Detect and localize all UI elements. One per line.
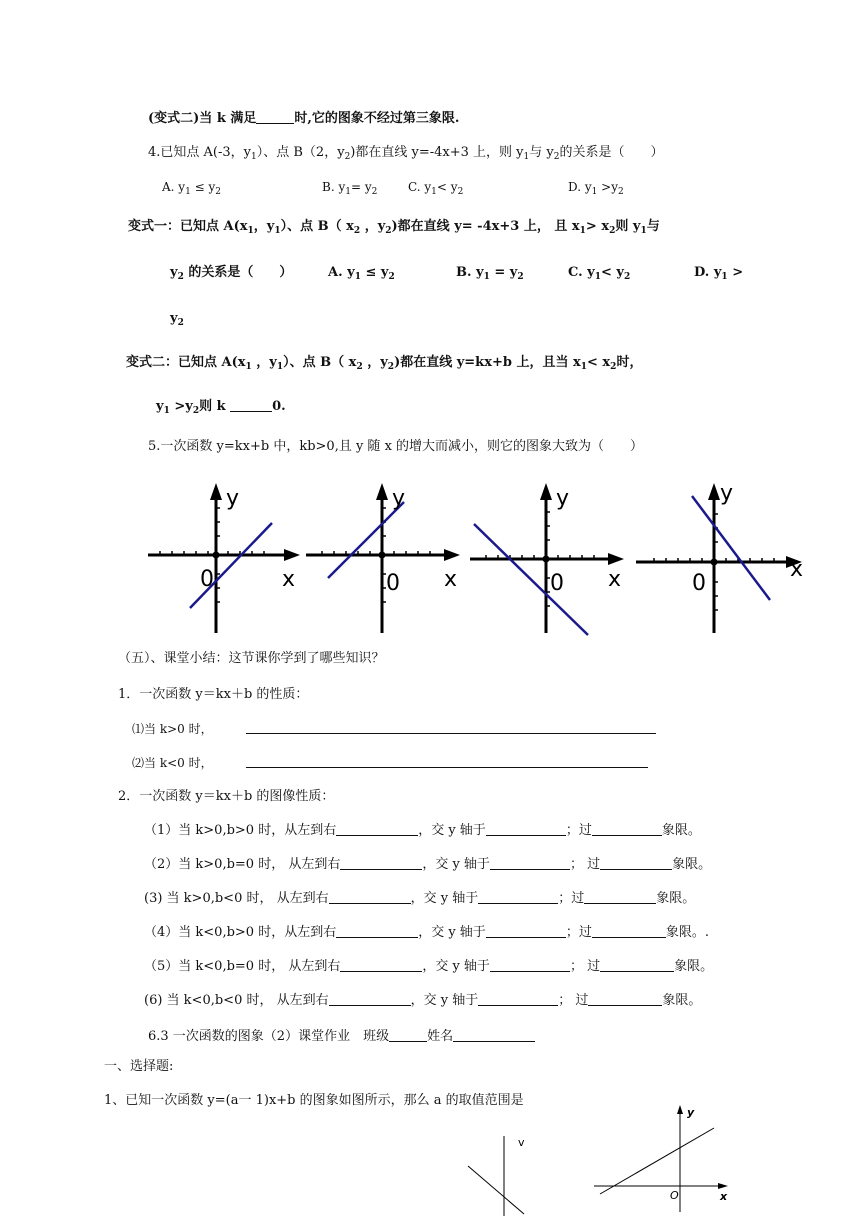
origin-label: 0 <box>200 567 214 592</box>
graph-option-4[interactable] <box>634 478 810 638</box>
summary-point-1: 1．一次函数 y＝kx＋b 的性质： <box>118 687 309 702</box>
q4-option-c[interactable]: C. $y_1< y_2$ <box>408 180 464 197</box>
answer-blank[interactable] <box>246 720 656 734</box>
variant2-condition-line: (变式二)当 k 满足 时,它的图象不经过第三象限. <box>148 111 460 126</box>
variant1-option-c[interactable]: C. $y_1< y_2$ <box>568 265 631 282</box>
origin-label: 0 <box>386 571 400 596</box>
y-axis-label: v <box>518 1136 525 1149</box>
q4-option-d[interactable]: D. $y_1 >y_2$ <box>568 180 624 197</box>
origin-label: 0 <box>692 571 706 596</box>
small-graph-right[interactable] <box>590 1100 740 1216</box>
origin-dot <box>711 559 718 566</box>
y-axis-label: y <box>226 486 240 511</box>
x-axis-label: x <box>608 567 622 592</box>
answer-blank[interactable] <box>478 992 558 1006</box>
property-row: （5）当 k<0,b=0 时， 从左到右 ，交 y 轴于 ； 过 象限。 <box>144 959 714 974</box>
answer-blank[interactable] <box>246 754 648 768</box>
answer-blank[interactable] <box>592 822 662 836</box>
answer-blank[interactable] <box>490 856 570 870</box>
q4-option-a[interactable]: A. $y_1 \le y_2$ <box>162 180 222 197</box>
y-axis-label: y <box>392 486 406 511</box>
answer-blank[interactable] <box>600 958 674 972</box>
answer-blank[interactable] <box>588 992 662 1006</box>
property-row: （4）当 k<0,b>0 时，从左到右 ，交 y 轴于 ；过 象限。. <box>144 925 709 940</box>
y-axis-label: y <box>556 486 570 511</box>
answer-blank[interactable] <box>584 890 656 904</box>
small-graph-left[interactable] <box>466 1130 556 1216</box>
origin-label: O <box>670 1189 679 1202</box>
graph-line <box>600 1128 714 1194</box>
variant1-option-b[interactable]: B. $y_1 = y_2$ <box>456 265 524 282</box>
homework-question-1: 1、已知一次函数 y=(a一 1)x+b 的图象如图所示，那么 a 的取值范围是 <box>104 1093 524 1108</box>
summary-point-1a: ⑴当 k>0 时， <box>132 722 213 736</box>
name-blank[interactable] <box>453 1028 535 1042</box>
y-axis-label: y <box>687 1106 695 1119</box>
answer-blank[interactable] <box>256 110 294 124</box>
property-row: （1）当 k>0,b>0 时，从左到右 ，交 y 轴于 ；过 象限。 <box>144 823 701 838</box>
answer-blank[interactable] <box>329 992 411 1006</box>
property-row: (3) 当 k>0,b<0 时， 从左到右 ，交 y 轴于 ；过 象限。 <box>144 891 696 906</box>
answer-blank[interactable] <box>490 958 570 972</box>
answer-blank[interactable] <box>592 924 666 938</box>
answer-blank[interactable] <box>336 924 418 938</box>
variant1-option-d[interactable]: D. $y_1$ > <box>694 265 744 282</box>
answer-blank[interactable] <box>340 856 422 870</box>
answer-blank[interactable] <box>600 856 672 870</box>
answer-blank[interactable] <box>340 958 422 972</box>
answer-blank[interactable] <box>329 890 411 904</box>
graph-option-1[interactable] <box>146 478 306 638</box>
origin-label: 0 <box>550 571 564 596</box>
graph-line <box>190 523 272 608</box>
answer-blank[interactable] <box>486 822 566 836</box>
answer-blank[interactable] <box>230 398 272 412</box>
origin-dot <box>213 552 220 559</box>
homework-header: 6.3 一次函数的图象（2）课堂作业 班级 姓名 <box>148 1028 535 1046</box>
x-axis-label: x <box>790 557 804 582</box>
answer-blank[interactable] <box>486 924 566 938</box>
property-row: (6) 当 k<0,b<0 时， 从左到右 ，交 y 轴于 ； 过 象限。 <box>144 993 702 1008</box>
x-axis-label: x <box>720 1190 728 1203</box>
origin-dot <box>543 556 550 563</box>
x-axis-label: x <box>444 567 458 592</box>
question-4: 4.已知点 A(-3，$y_1$）、点 B（2，$y_2$)都在直线 y=-4x+3 上，则 $y_1$与 $y_2$的关系是（ ） <box>148 145 664 162</box>
graph-line <box>474 524 588 635</box>
y-axis-label: y <box>720 481 734 506</box>
variant1-option-a[interactable]: A. $y_1 \le y_2$ <box>328 265 395 282</box>
variant1-line3: $y_2$ <box>170 311 184 328</box>
answer-blank[interactable] <box>336 822 418 836</box>
section-heading: 一、选择题: <box>104 1059 174 1074</box>
summary-point-2: 2．一次函数 y＝kx＋b 的图像性质： <box>118 789 335 804</box>
variant2-line2: $y_1 >y_2$则 k 0. <box>156 399 286 416</box>
class-blank[interactable] <box>389 1028 427 1042</box>
q4-option-b[interactable]: B. $y_1= y_2$ <box>322 180 378 197</box>
graph-line <box>328 502 404 578</box>
variant1-line1: 变式一：已知点 $A(x_1$，$y_1$）、点 B（ $x_2$ ，$y_2$)都在直线 y= -4x+3 上， 且 $x_1> x_2$则 $y_1$与 <box>128 219 660 236</box>
variant1-line2-stem: $y_2$ 的关系是（ ） <box>170 265 293 282</box>
graph-option-2[interactable] <box>304 478 470 638</box>
variant2-line1: 变式二：已知点 $A(x_1$ ，$y_1$）、点 B（ $x_2$ ，$y_2$)都在直线 y=kx+b 上，且当 $x_1< x_2$时， <box>126 355 643 372</box>
x-axis-label: x <box>282 567 296 592</box>
property-row: （2）当 k>0,b=0 时， 从左到右 ，交 y 轴于 ； 过 象限。 <box>144 857 712 872</box>
graph-option-3[interactable] <box>468 478 634 638</box>
question-5: 5.一次函数 y=kx+b 中，kb>0,且 y 随 x 的增大而减小，则它的图象大致为（ ） <box>148 439 644 454</box>
summary-title: （五）、课堂小结：这节课你学到了哪些知识？ <box>118 651 385 666</box>
origin-dot <box>379 552 386 559</box>
summary-point-1b: ⑵当 k<0 时， <box>132 756 213 770</box>
answer-blank[interactable] <box>478 890 558 904</box>
